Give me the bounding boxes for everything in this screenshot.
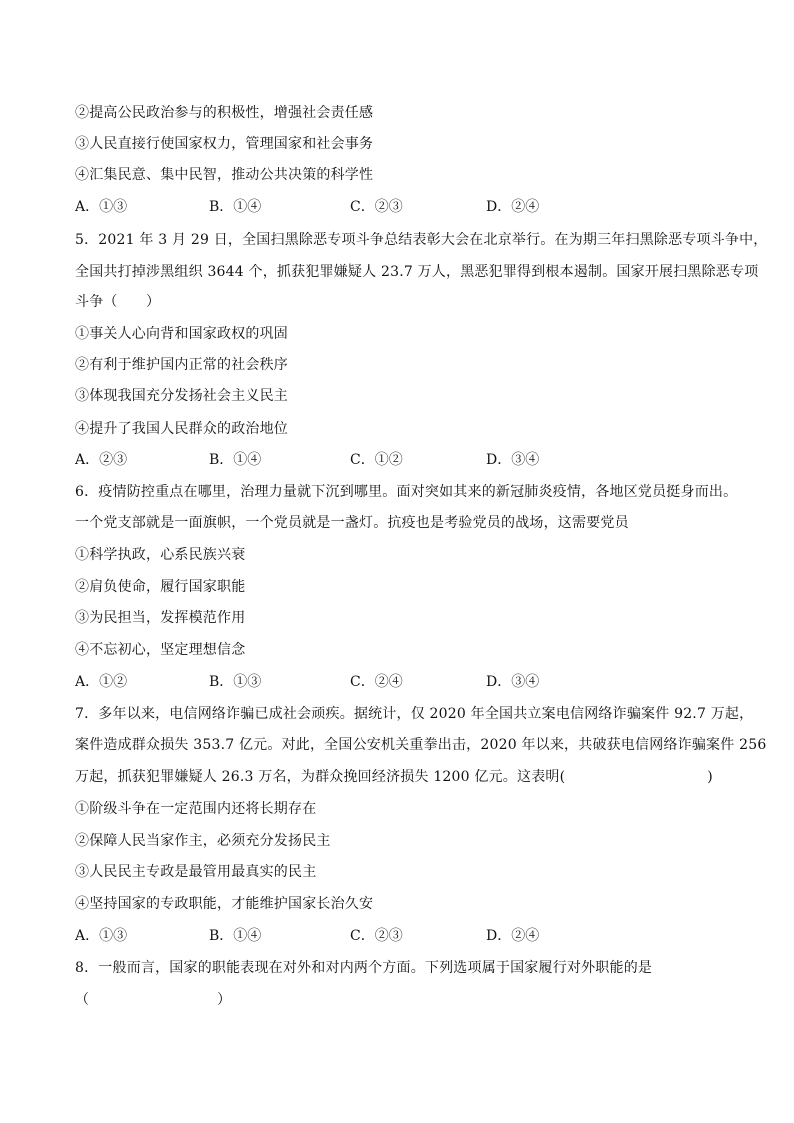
q7-stem-line-2: 案件造成群众损失 353.7 亿元。对此，全国公安机关重拳出击，2020 年以来，共破获电信网络诈骗案件 256 [75,737,767,753]
q5-item-3: ③体现我国充分发扬社会主义民主 [75,388,288,404]
q4-option-c[interactable]: C．②③ [350,199,403,215]
q6-options [75,672,715,692]
q7-item-2: ②保障人民当家作主，必须充分发扬民主 [75,833,331,849]
q7-item-4: ④坚持国家的专政职能，才能维护国家长治久安 [75,896,374,912]
q6-stem-line-1: 6．疫情防控重点在哪里，治理力量就下沉到哪里。面对突如其来的新冠肺炎疫情，各地区党员挺身而出。 [75,484,738,500]
q4-options [75,197,715,217]
q5-stem-line-2: 全国共打掉涉黑组织 3644 个，抓获犯罪嫌疑人 23.7 万人，黑恶犯罪得到根本遏制。国家开展扫黑除恶专项 [75,264,759,280]
q5-option-c[interactable]: C．①② [350,452,403,468]
q4-option-a[interactable]: A．①③ [75,199,128,215]
q6-item-1: ①科学执政，心系民族兴衰 [75,547,246,563]
q6-item-3: ③为民担当，发挥模范作用 [75,610,246,626]
q7-item-1: ①阶级斗争在一定范围内还将长期存在 [75,801,317,817]
q8-stem-line-1: 8．一般而言，国家的职能表现在对外和对内两个方面。下列选项属于国家履行对外职能的是 [75,960,653,976]
q5-item-4: ④提升了我国人民群众的政治地位 [75,421,288,437]
q4-item-4: ④汇集民意、集中民智，推动公共决策的科学性 [75,167,374,183]
q6-stem-line-2: 一个党支部就是一面旗帜，一个党员就是一盏灯。抗疫也是考验党员的战场，这需要党员 [75,515,629,531]
q6-item-4: ④不忘初心，坚定理想信念 [75,642,246,658]
q7-option-b[interactable]: B．①④ [209,928,262,944]
q7-stem-line-3: 万起，抓获犯罪嫌疑人 26.3 万名，为群众挽回经济损失 1200 亿元。这表明( ) [75,769,713,785]
q8-answer-blank: （ ） [75,992,232,1008]
q6-option-d[interactable]: D．③④ [486,674,540,690]
q5-item-1: ①事关人心向背和国家政权的巩固 [75,326,288,342]
q5-option-b[interactable]: B．①④ [209,452,262,468]
q6-option-b[interactable]: B．①③ [209,674,262,690]
q4-item-2: ②提高公民政治参与的积极性，增强社会责任感 [75,105,374,121]
q7-option-c[interactable]: C．②③ [350,928,403,944]
q7-option-d[interactable]: D．②④ [486,928,540,944]
q5-stem-line-3: 斗争（ ） [75,294,161,310]
q7-option-a[interactable]: A．①③ [75,928,128,944]
q7-item-3: ③人民民主专政是最管用最真实的民主 [75,864,317,880]
q5-stem-line-1: 5．2021 年 3 月 29 日，全国扫黑除恶专项斗争总结表彰大会在北京举行。在为期三年扫黑除恶专项斗争中， [75,232,768,248]
q4-option-d[interactable]: D．②④ [486,199,540,215]
q5-option-a[interactable]: A．②③ [75,452,128,468]
q5-options [75,450,715,470]
q6-option-c[interactable]: C．②④ [350,674,403,690]
q5-option-d[interactable]: D．③④ [486,452,540,468]
q7-stem-line-1: 7．多年以来，电信网络诈骗已成社会顽疾。据统计，仅 2020 年全国共立案电信网络诈骗案件 92.7 万起， [75,706,754,722]
q6-item-2: ②肩负使命，履行国家职能 [75,579,246,595]
q4-item-3: ③人民直接行使国家权力，管理国家和社会事务 [75,136,374,152]
q6-option-a[interactable]: A．①② [75,674,128,690]
q7-options [75,926,715,946]
q5-item-2: ②有利于维护国内正常的社会秩序 [75,357,288,373]
q4-option-b[interactable]: B．①④ [209,199,262,215]
